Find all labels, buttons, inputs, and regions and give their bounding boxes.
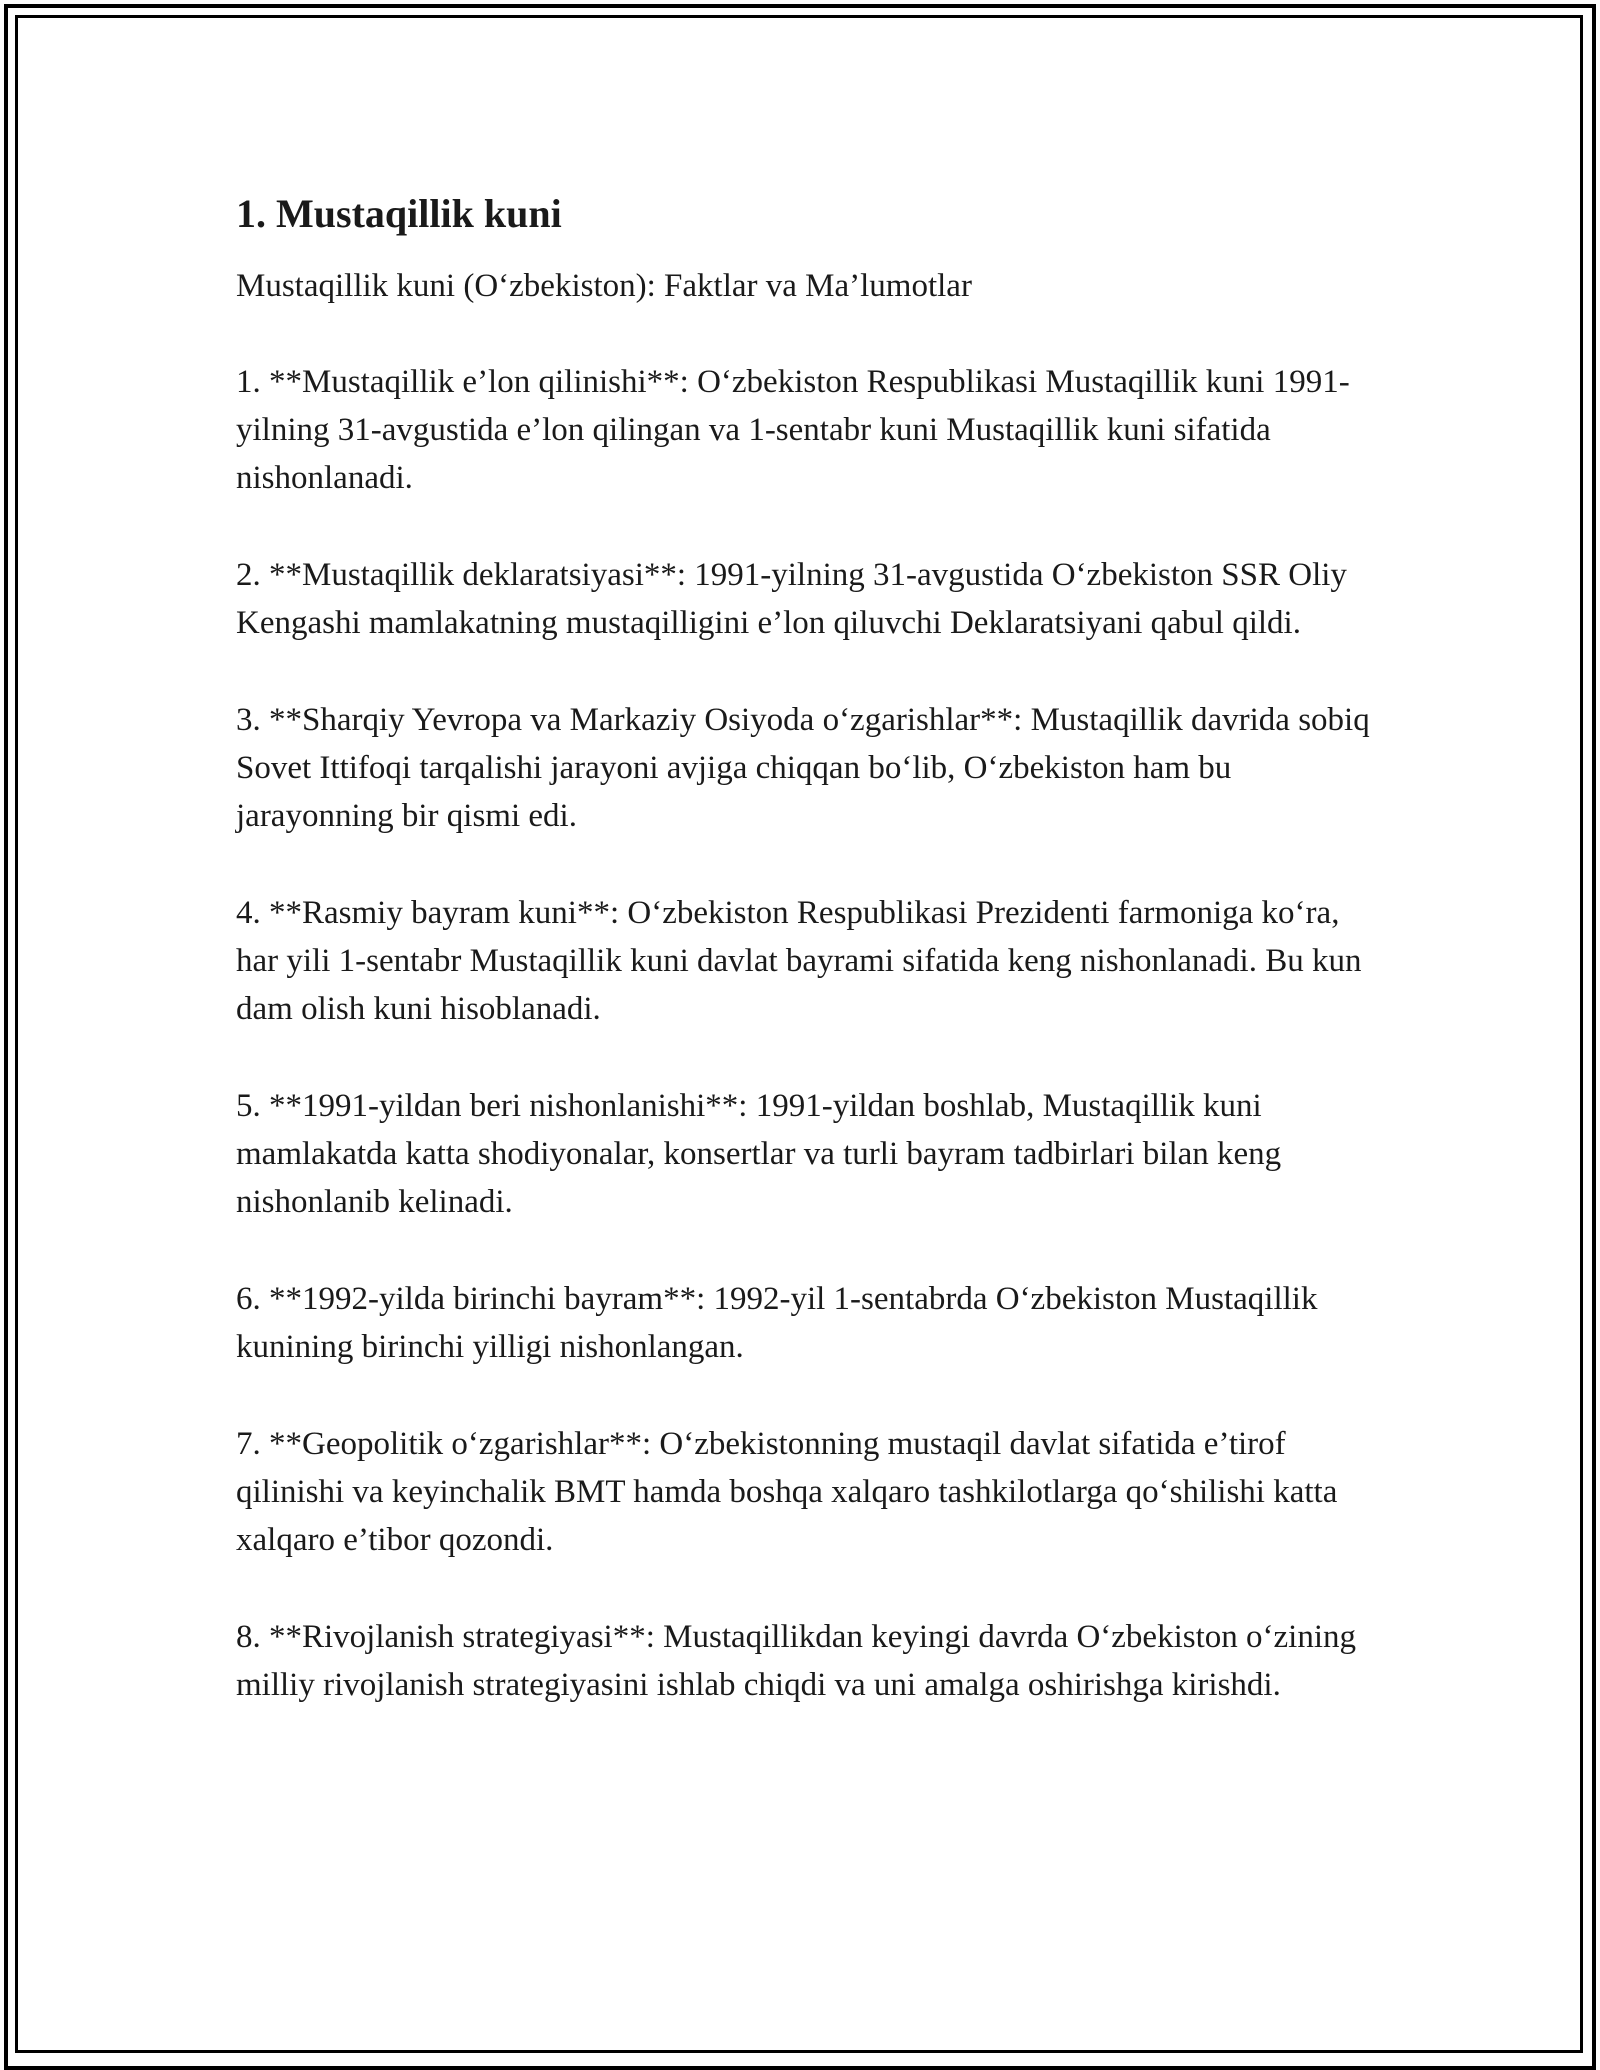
document-heading: 1. Mustaqillik kuni [236,191,562,236]
fact-item: 4. **Rasmiy bayram kuni**: O‘zbekiston Respublikasi Prezidenti farmoniga ko‘ra, har yili 1-sentabr Mustaqillik kuni davlat bayrami sifatida keng nishonlanadi. Bu kun dam olish kuni hisoblanadi. [236,895,1362,1027]
fact-item: 3. **Sharqiy Yevropa va Markaziy Osiyoda o‘zgarishlar**: Mustaqillik davrida sobiq Sovet Ittifoqi tarqalishi jarayoni avjiga chiqqan bo‘lib, O‘zbekiston ham bu jarayonning bir qismi edi. [236,702,1370,834]
fact-item: 8. **Rivojlanish strategiyasi**: Mustaqillikdan keyingi davrda O‘zbekiston o‘zining milliy rivojlanish strategiyasini ishlab chiqdi va uni amalga oshirishga kirishdi. [236,1619,1356,1703]
document-body [236,186,1386,1758]
fact-item: 2. **Mustaqillik deklaratsiyasi**: 1991-yilning 31-avgustida O‘zbekiston SSR Oliy Kengashi mamlakatning mustaqilligini e’lon qiluvchi Deklaratsiyani qabul qildi. [236,557,1347,641]
fact-item: 7. **Geopolitik o‘zgarishlar**: O‘zbekistonning mustaqil davlat sifatida e’tirof qilinishi va keyinchalik BMT hamda boshqa xalqaro tashkilotlarga qo‘shilishi katta xalqaro e’tibor qozondi. [236,1426,1338,1558]
fact-item: 6. **1992-yilda birinchi bayram**: 1992-yil 1-sentabrda O‘zbekiston Mustaqillik kunining birinchi yilligi nishonlangan. [236,1281,1318,1365]
document-subtitle: Mustaqillik kuni (O‘zbekiston): Faktlar va Ma’lumotlar [236,268,972,304]
fact-item: 5. **1991-yildan beri nishonlanishi**: 1991-yildan boshlab, Mustaqillik kuni mamlakatda katta shodiyonalar, konsertlar va turli bayram tadbirlari bilan keng nishonlanib kelinadi. [236,1088,1282,1220]
fact-item: 1. **Mustaqillik e’lon qilinishi**: O‘zbekiston Respublikasi Mustaqillik kuni 1991-yilning 31-avgustida e’lon qilingan va 1-sentabr kuni Mustaqillik kuni sifatida nishonlanadi. [236,364,1350,496]
